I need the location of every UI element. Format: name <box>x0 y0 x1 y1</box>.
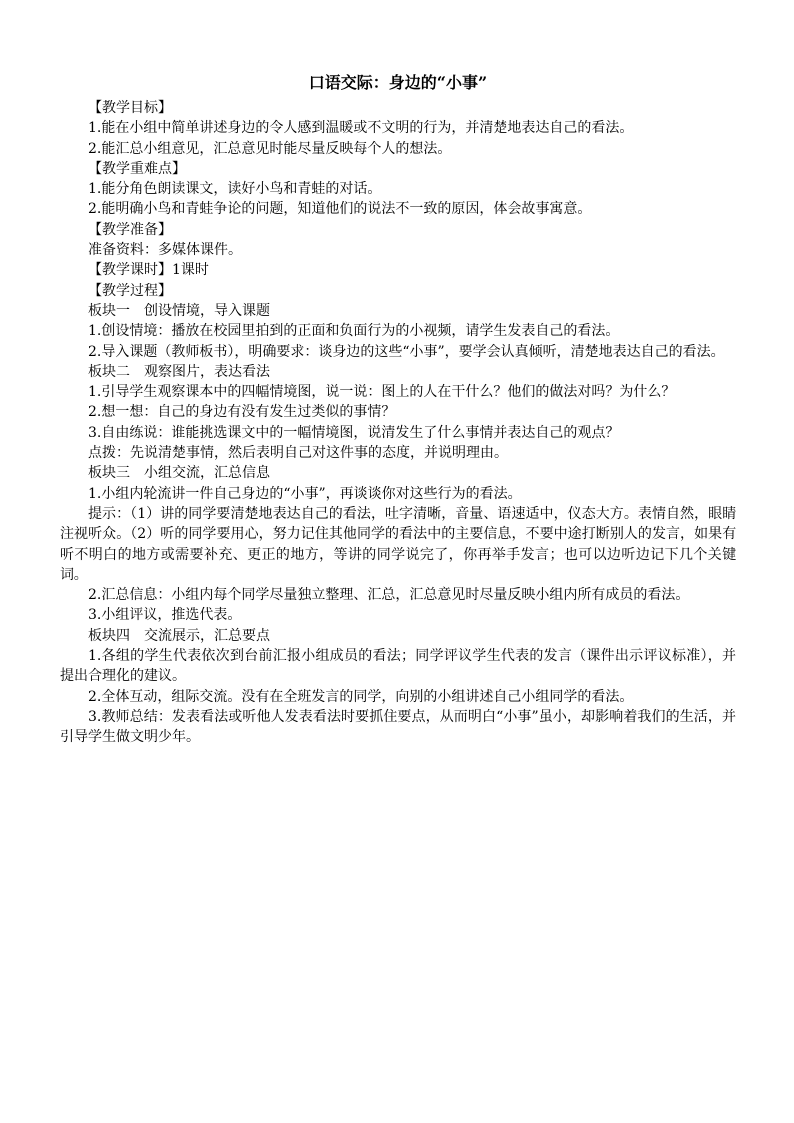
page-title: 口语交际：身边的“小事” <box>308 73 488 92</box>
block-1-step-1: 1.创设情境：播放在校园里拍到的正面和负面行为的小视频，请学生发表自己的看法。 <box>88 323 620 340</box>
block-2-heading: 板块二 观察图片，表达看法 <box>88 363 270 380</box>
block-2-tip: 点拨：先说清楚事情，然后表明自己对这件事的态度，并说明理由。 <box>88 445 508 462</box>
block-4-heading: 板块四 交流展示，汇总要点 <box>88 627 270 644</box>
block-3-step-1: 1.小组内轮流讲一件自己身边的“小事”，再谈谈你对这些行为的看法。 <box>88 485 522 502</box>
block-1-heading: 板块一 创设情境，导入课题 <box>88 302 270 319</box>
objective-2: 2.能汇总小组意见，汇总意见时能尽量反映每个人的想法。 <box>88 140 452 157</box>
block-4-step-2: 2.全体互动，组际交流。没有在全班发言的同学，向别的小组讲述自己小组同学的看法。 <box>88 688 634 705</box>
section-heading-preparation: 【教学准备】 <box>88 221 172 238</box>
block-1-step-2: 2.导入课题（教师板书），明确要求：谈身边的这些“小事”，要学会认真倾听，清楚地表达自己的看法。 <box>88 343 725 360</box>
block-3-hint: 提示：（1）讲的同学要清楚地表达自己的看法，吐字清晰，音量、语速适中，仪态大方。表情自然，眼睛注视听众。（2）听的同学要用心，努力记住其他同学的看法中的主要信息，不要中途打断别人的发言，如果有听不明白的地方或需要补充、更正的地方，等讲的同学说完了，你再举手发言；也可以边听边记下几个关键词。 <box>60 505 736 583</box>
block-3-heading: 板块三 小组交流，汇总信息 <box>88 465 270 482</box>
section-heading-objectives: 【教学目标】 <box>88 100 172 116</box>
block-2-step-2: 2.想一想：自己的身边有没有发生过类似的事情？ <box>88 404 396 421</box>
block-3-step-3: 3.小组评议，推选代表。 <box>88 607 242 624</box>
preparation-text: 准备资料：多媒体课件。 <box>88 242 242 259</box>
block-4-step-3: 3.教师总结：发表看法或听他人发表看法时要抓住要点，从而明白“小事”虽小，却影响着我们的生活，并引导学生做文明少年。 <box>60 708 736 746</box>
block-4-step-1: 1.各组的学生代表依次到台前汇报小组成员的看法；同学评议学生代表的发言（课件出示评议标准），并提出合理化的建议。 <box>60 648 736 685</box>
key-point-2: 2.能明确小鸟和青蛙争论的问题，知道他们的说法不一致的原因，体会故事寓意。 <box>88 201 592 218</box>
objective-1: 1.能在小组中简单讲述身边的令人感到温暖或不文明的行为，并清楚地表达自己的看法。 <box>88 120 634 137</box>
key-point-1: 1.能分角色朗读课文，读好小鸟和青蛙的对话。 <box>88 181 382 198</box>
section-heading-hours: 【教学课时】1课时 <box>88 262 209 279</box>
section-heading-process: 【教学过程】 <box>88 282 172 299</box>
section-heading-key-points: 【教学重难点】 <box>88 160 186 177</box>
lesson-plan <box>60 72 736 748</box>
block-2-step-1: 1.引导学生观察课本中的四幅情境图，说一说：图上的人在干什么？他们的做法对吗？为什么？ <box>88 384 676 401</box>
block-2-step-3: 3.自由练说：谁能挑选课文中的一幅情境图，说清发生了什么事情并表达自己的观点？ <box>88 424 620 441</box>
block-3-step-2: 2.汇总信息：小组内每个同学尽量独立整理、汇总，汇总意见时尽量反映小组内所有成员的看法。 <box>88 587 690 604</box>
